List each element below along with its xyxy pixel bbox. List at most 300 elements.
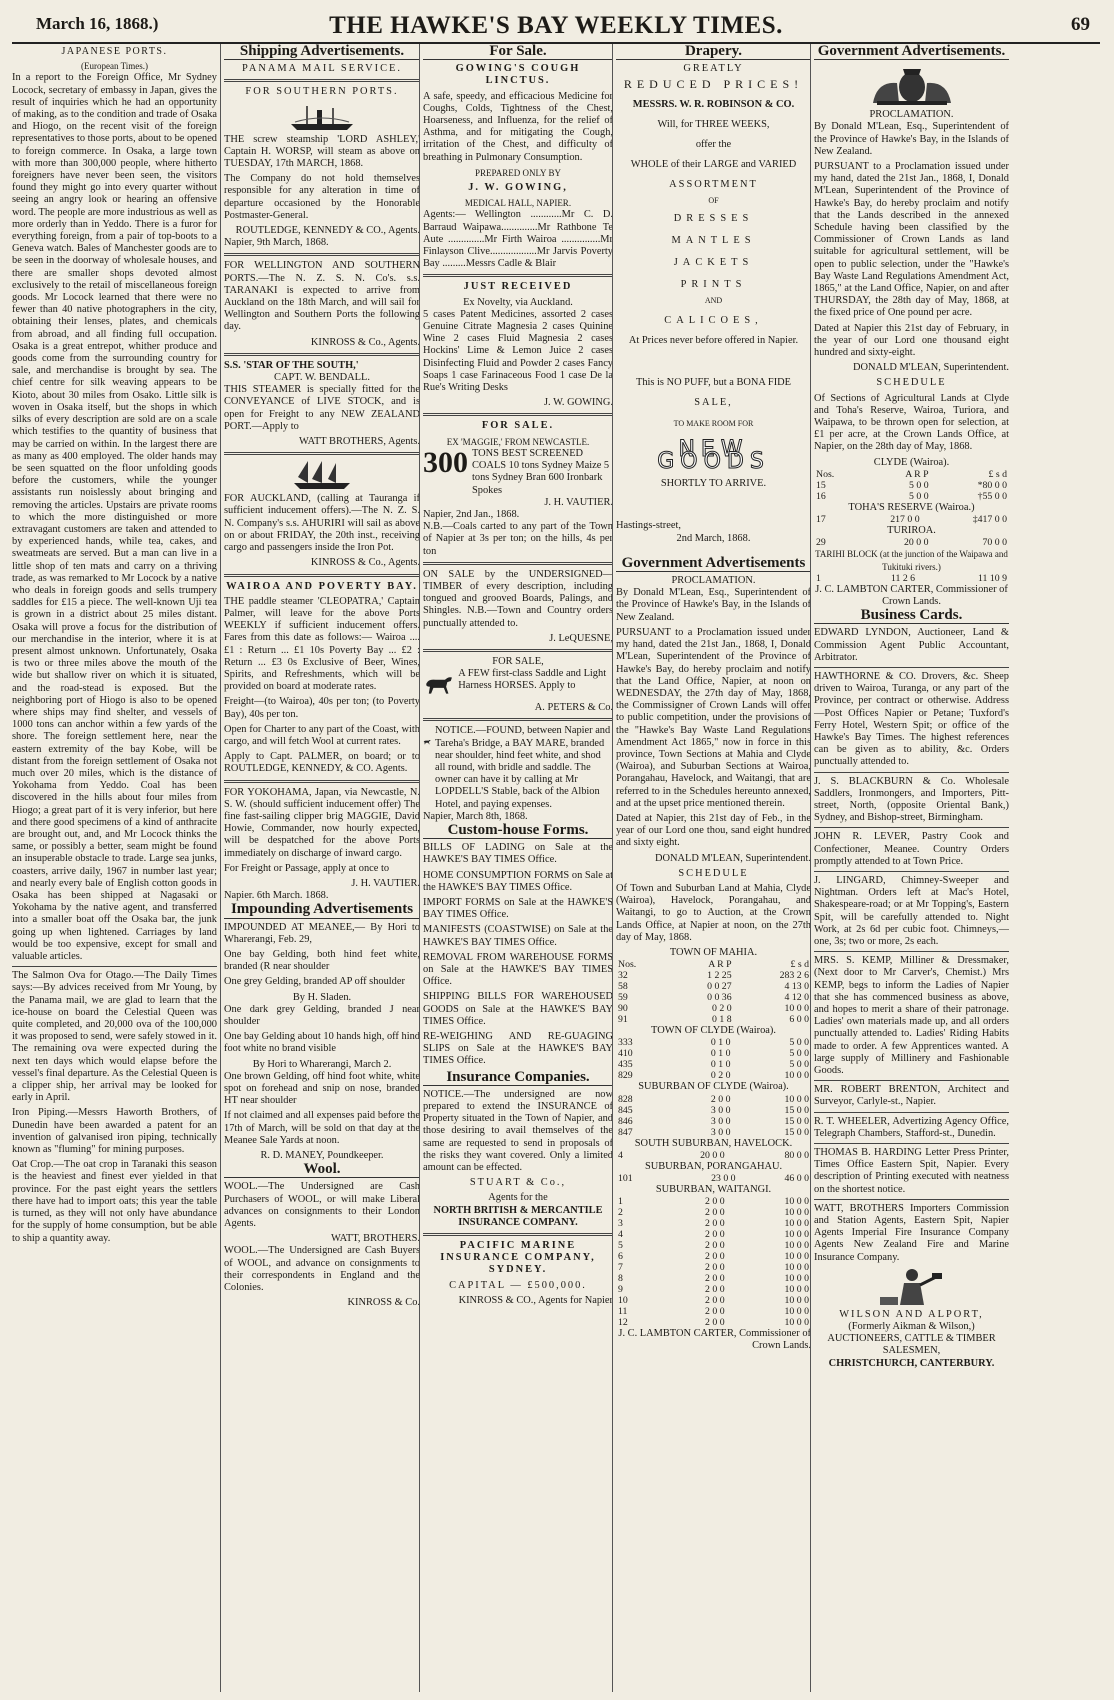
ad-date: 2nd March, 1868. [676, 532, 751, 544]
table-cell: 0 2 0 [710, 1070, 731, 1082]
schedule-title: SCHEDULE [876, 377, 947, 389]
table-cell: 10 0 0 [784, 1207, 809, 1219]
table-cell: 10 0 0 [784, 1262, 809, 1274]
ad-text: GREATLY [683, 63, 744, 75]
table-cell: 10 0 0 [784, 1295, 809, 1307]
table-cell: 2 [618, 1207, 623, 1219]
table-cell: 2 0 0 [705, 1229, 725, 1241]
table-cell: 2 0 0 [705, 1218, 725, 1230]
ad-company: PACIFIC MARINE INSURANCE COMPANY, SYDNEY. [440, 1240, 596, 1276]
column-drapery [612, 44, 811, 1692]
table-header: Nos. [618, 959, 637, 971]
business-card-title: WILSON AND ALPORT, [839, 1308, 984, 1320]
table-header: Nos. [816, 468, 835, 480]
item-prints: PRINTS [680, 279, 747, 291]
ad-signature: WATT BROTHERS, Agents. [298, 436, 420, 448]
table-row [616, 1317, 811, 1328]
ad-found-mare [423, 725, 613, 810]
ad-text: The Company do not hold themselves responsible for any alteration in time of departure occasioned by the Honorable Postmaster-General. [224, 173, 420, 221]
table-row [616, 1262, 811, 1273]
article-body: In a report to the Foreign Office, Mr Sydney Locock, secretary of embassy in Japan, gives the result of inquiries which he had an opportunity of making, as to the condition and trade of Osaka and Hiogo, on the recent visit of the foreign representatives to those ports, about to be opened to foreign commerce. In Osaka, a large town with more than 300,000 people, where hitherto foreigners have never been seen, the visitors found they might go into every quarter without seeing an angry look or hearing an offensive word. The people are more industrious as well as more orderly than in Yeddo. There is a furor for everything foreign, from a pair of top-boots to a Geneva watch. Bales of Manchester goods are to be seen in the doorway of wholesale houses, and there are smaller shops devoted almost exclusively to the retail of miscellaneous foreign goods. Mr Locock learned that there were no fewer than 40 native photographers in the city, obtaining their lenses, plates, and chemicals from abroad, and all finding full occupation. Osaka is a great entrepot, whither produce and goods come from the surrounding country for sale, and merchandise is brought by sea. The chief centre for silk weaving appears to be Kioto, about 30 miles from Osako. Little silk is woven in Osaka itself, but the shops in which silks of every description are sold are on a scale which testifies to the quantity of business that may be carried on within. In the largest there are as many as 400 employed. The older hands may be seen squatted on the floor unfolding goods before the customers, while the younger assistants run noislessly about bringing and removing the articles. Upstairs are private rooms to which the more distinguished or more extravagant customers are taken and attended to by experienced hands, while tea, cakes, and sweatmeats are served. But a man can live in a little shop of ten mats and carry on a thriving trade, as was remarked to Mr Locock by a native who deals in foreign goods and sells trumpery saddles for £15 a piece. The well-known Uji tea is grown in a district about 25 miles distant. Osaka will prove a focus for the distribution of our merchandise in the interior, where it is at present almost unknown. Unfortunately, Osaka is two or three miles above the mouth of the wide but shallow river on which it is situated, and the road-stead is exposed. But the neighboring port of Hiogo is also to be opened where ships may find shelter, and vessels of 1000 tons can anchor within a few yards of the shore. The foreign settlement here, near the eastern extremity of the bay Kobe, will be distant from the foreign settlement of Osaka not much over 20 miles, which is the distance of Yokohama from Yeddo. Coal has been discovered in the hills about four miles from Hiogo; a great part of it is very inferior, but here and there good specimens of a kind of anthracite are brought out, and, and Mr Locock thinks the same, or possibly a better, seam might be found an insuperable obstacle to trade. Large sea junks, coasters, arrive daily, 1967 in number last year; and nearly every bale of English cotton goods in Osaka has been shipped at Nagasaki or Yokohama by the native agent, and transferred into a smaller boat off the Osaka bar, the junk going up when lightened. Carriages by land would be too expensive, except for small and valuable articles. [12, 72, 217, 963]
ad-heading: GOWING'S COUGH LINCTUS. [455, 63, 581, 87]
ad-gowing: A safe, speedy, and efficacious Medicine for Coughs, Colds, Tightness of the Chest, Hoarseness, and Influenza, for the relief of Asthma, and for mitigating the Cough, irritation of the Chest, and difficulty of breathing in Pulmonary Consumption. [423, 90, 613, 163]
ad-text: Open for Charter to any part of the Coast, with cargo, and will fetch Wool at current rates. [224, 723, 420, 747]
form-listing: BILLS OF LADING on Sale at the HAWKE'S BAY TIMES Office. [423, 842, 613, 866]
table-cell: 846 [618, 1115, 633, 1127]
sailing-ship-icon [290, 459, 354, 491]
proclamation-body: PURSUANT to a Proclamation issued under my hand, dated the 21st Jan., 1868, I, Donald M'Lean, Superintendent of the Province of Hawke's Bay, do hereby proclaim and notify that the Lands described in the annexed Schedule having been classified by the Commissioner of Crown Lands as land suitable for agricultural settlement, will be open to public selection, under the "Hawke's Bay Waste Land Regulations Amendment Act, 1865," at the Land Office, Napier, on and after THURSDAY, the 28th day of May, 1868, at the fixed price of One pound per acre. [814, 161, 1009, 319]
divider [423, 718, 613, 721]
table-cell: 10 0 0 [784, 1196, 809, 1208]
table-row [616, 1105, 811, 1116]
ad-heading: S.S. 'STAR OF THE SOUTH,' [224, 359, 359, 371]
ad-heading: PANAMA MAIL SERVICE. [242, 63, 402, 75]
table-cell: *80 0 0 [977, 479, 1007, 491]
table-row [616, 1251, 811, 1262]
form-listing: REMOVAL FROM WAREHOUSE FORMS on Sale at the HAWKE'S BAY TIMES Office. [423, 951, 613, 988]
business-card: R. T. WHEELER, Advertizing Agency Office, Telegraph Chambers, Stafford-st., Dunedin. [814, 1115, 1009, 1139]
schedule-text: Of Town and Suburban Land at Mahia, Clyde (Wairoa), Havelock, Porangahau, and Waitangi, to go to Auction, at the Crown Lands Office, at Napier at noon, on the 27th day of May, 1868. [616, 882, 811, 943]
divider [814, 871, 1009, 872]
table-row [616, 1070, 811, 1081]
column-news [12, 44, 217, 1692]
ad-signature: DONALD M'LEAN, Superintendent. [853, 362, 1009, 374]
table-cell: 4 12 0 [784, 992, 809, 1004]
table-row [616, 1284, 811, 1295]
table-cell: 10 0 0 [784, 1093, 809, 1105]
auctioneer-illustration-icon [872, 1267, 952, 1307]
table-cell: 9 [618, 1284, 623, 1296]
news-paragraph-salmon: The Salmon Ova for Otago.—The Daily Times says:—By advices received from Mr Young, by the Panama mail, we are glad to learn that the ice-house on board the Celestial Queen was quite completed, and 20,000 ova of the 100,000 it was proposed to send, were safely stowed in it. The remaining ova were expected during the next ten days which would elapse before the vessel's final departure. As the Celestial Queen is a clipper ship, her arrival may be looked for early in April. [12, 970, 217, 1104]
table-cell: 15 0 0 [784, 1126, 809, 1138]
ad-horses [423, 668, 613, 702]
table-cell: 2 0 0 [705, 1196, 725, 1208]
table-cell: 2 0 0 [705, 1273, 725, 1285]
table-row [616, 1048, 811, 1059]
schedule-subhead: SUBURBAN, PORANGAHAU. [644, 1160, 783, 1172]
ad-date: Napier. 6th March. 1868. [224, 890, 329, 902]
divider [814, 1080, 1009, 1081]
divider [224, 574, 420, 577]
item-mantles: MANTLES [671, 235, 756, 247]
divider [224, 253, 420, 256]
masthead [12, 12, 1100, 44]
table-cell: 12 [618, 1317, 628, 1329]
table-cell: 8 [618, 1273, 623, 1285]
divider [814, 1112, 1009, 1113]
table-cell: 3 0 0 [710, 1104, 731, 1116]
table-row [616, 1218, 811, 1229]
table-cell: 15 0 0 [784, 1104, 809, 1116]
item-jackets: JACKETS [673, 257, 754, 269]
table-cell: 5 0 0 [789, 1048, 809, 1060]
table-cell: 58 [618, 981, 628, 993]
table-cell: 17 [816, 514, 826, 526]
table-cell: 4 [618, 1149, 623, 1161]
form-listing: HOME CONSUMPTION FORMS on Sale at the HAWKE'S BAY TIMES Office. [423, 869, 613, 893]
table-cell: 217 0 0 [890, 514, 920, 526]
ad-coals [423, 445, 613, 497]
table-row [616, 1173, 811, 1184]
table-cell: 46 0 0 [784, 1172, 809, 1184]
ad-heading: WAIROA AND POVERTY BAY. [226, 580, 418, 592]
ad-text: SHORTLY TO ARRIVE. [660, 478, 767, 490]
table-cell: 2 0 0 [705, 1306, 725, 1318]
table-cell: 4 13 0 [784, 981, 809, 993]
schedule-table [814, 514, 1009, 525]
table-cell: 2 0 0 [705, 1240, 725, 1252]
table-row [616, 1295, 811, 1306]
page-number: 69 [1071, 14, 1090, 35]
news-paragraph-iron: Iron Piping.—Messrs Haworth Brothers, of Dunedin have been awarded a patent for an invention of galvanised iron piping, technically known as "fluming" for mining purposes. [12, 1107, 217, 1156]
ad-text: EX 'MAGGIE,' FROM NEWCASTLE. [446, 436, 590, 447]
ad-capital: CAPITAL — £500,000. [449, 1279, 587, 1291]
ad-text: By Hori to Wharerangi, March 2. [252, 1058, 392, 1070]
schedule-subhead: SUBURBAN OF CLYDE (Wairoa). [638, 1081, 789, 1093]
ad-company: NORTH BRITISH & MERCANTILE INSURANCE COMPANY. [433, 1204, 603, 1228]
proclamation-body: PURSUANT to a Proclamation issued under my hand, dated the 21st Jan., 1868, I, Donald M'Lean, Superintendent of the Province of Hawke's Bay, do hereby proclaim and notify that the Land Office, Napier, at noon on WEDNESDAY, the 27th day of May, 1868, the Commissigner of Crown Lands will offer to public competition, under the provisions of the "Hawke's Bay Waste Land Regulations Amendment Act 1865," now in force in this province, Town Sections at Mahia and Clyde (Wairoa), and Suburban Sections at Wairoa, Porangahau, Havelock, and Waitangi, that are referred to in the Schedules hereunto annexed, and at the upset price mentioned therein. [616, 626, 811, 809]
ad-text: TO MAKE ROOM FOR [673, 418, 754, 428]
horse-icon [423, 668, 454, 702]
table-cell: 1 [816, 572, 821, 584]
schedule-table [616, 1173, 811, 1184]
proclamation-dated: Dated at Napier, this 21st day of Feb., in the year of our Lord one thou, sand eight hundred and sixty eight. [616, 812, 811, 849]
ad-signature: KINROSS & CO., Agents for Napier [458, 1294, 613, 1306]
business-card: MR. ROBERT BRENTON, Architect and Surveyor, Carlyle-st., Napier. [814, 1084, 1009, 1108]
divider [814, 667, 1009, 668]
ad-heading: FOR SALE. [481, 420, 555, 432]
ad-text: For Freight or Passage, apply at once to [224, 862, 390, 874]
schedule-table [616, 1037, 811, 1081]
table-row [616, 981, 811, 992]
ad-text: One bay Gelding about 10 hands high, off hind foot white no brand visible [224, 1031, 420, 1055]
table-cell: 10 0 0 [784, 1070, 809, 1082]
business-card-text: AUCTIONEERS, CATTLE & TIMBER SALESMEN, [827, 1333, 996, 1357]
ad-signature: A. PETERS & Co. [534, 702, 613, 714]
table-row [616, 1003, 811, 1014]
divider [423, 649, 613, 652]
schedule-table [616, 1150, 811, 1161]
schedule-table [616, 1196, 811, 1328]
ad-text: ASSORTMENT [669, 179, 758, 191]
table-row [616, 1306, 811, 1317]
business-card-subtitle: (Formerly Aikman & Wilson,) [848, 1321, 975, 1333]
ad-text: If not claimed and all expenses paid before the 17th of March, will be sold on that day at the Meanee Sale Yards at noon. [224, 1110, 420, 1146]
table-cell: 3 [618, 1218, 623, 1230]
table-row [616, 1273, 811, 1284]
table-header: A R P [905, 468, 929, 480]
ad-signature: J. C. LAMBTON CARTER, Commissioner of Crown Lands. [618, 1328, 811, 1352]
ad-heading: JUST RECEIVED [463, 281, 573, 293]
ad-signature: DONALD M'LEAN, Superintendent. [655, 852, 811, 864]
table-cell: 435 [618, 1059, 633, 1071]
form-listing: MANIFESTS (COASTWISE) on Sale at the HAWKE'S BAY TIMES Office. [423, 924, 613, 948]
section-header-government: Government Advertisements [616, 557, 811, 572]
section-header-drapery: Drapery. [616, 45, 811, 60]
section-header-insurance: Insurance Companies. [423, 1071, 613, 1086]
schedule-subhead: TARIHI BLOCK (at the junction of the Waipawa and Tukituki rivers.) [815, 549, 1008, 572]
table-cell: 5 [618, 1240, 623, 1252]
divider [224, 353, 420, 356]
table-header: £ s d [790, 959, 809, 971]
table-cell: 828 [618, 1093, 633, 1105]
business-card: EDWARD LYNDON, Auctioneer, Land & Commission Agent Public Accountant, Arbitrator. [814, 627, 1009, 663]
ad-text: Agents for the [488, 1192, 548, 1204]
issue-date: March 16, 1868.) [36, 14, 159, 33]
table-cell: 20 0 0 [700, 1149, 725, 1161]
ad-text: WHOLE of their LARGE and VARIED [630, 159, 797, 171]
table-row [814, 480, 1009, 491]
table-cell: 91 [618, 1014, 628, 1026]
divider [423, 562, 613, 565]
divider [814, 827, 1009, 828]
divider [423, 1233, 613, 1236]
table-cell: 10 0 0 [784, 1218, 809, 1230]
table-row [616, 1196, 811, 1207]
table-cell: 2 0 0 [705, 1284, 725, 1296]
table-row [616, 992, 811, 1003]
item-dresses: DRESSES [673, 212, 754, 224]
schedule-subhead: SOUTH SUBURBAN, HAVELOCK. [634, 1137, 793, 1149]
ad-signature: J. H. VAUTIER. [544, 496, 613, 508]
business-card: JOHN R. LEVER, Pastry Cook and Confectioner, Meanee. Country Orders promptly attended to at Town Price. [814, 831, 1009, 867]
ad-address: Hastings-street, [616, 520, 681, 532]
ad-name: J. W. GOWING, [468, 182, 568, 194]
ad-text: N.B.—Coals carted to any part of the Town of Napier at 3s per ton; on the hills, 4s per ton [423, 521, 613, 557]
table-row [616, 1116, 811, 1127]
table-cell: 0 1 0 [710, 1048, 731, 1060]
article-title: JAPANESE PORTS. [61, 46, 168, 57]
form-listing: SHIPPING BILLS FOR WAREHOUSED GOODS on Sale at the HAWKE'S BAY TIMES Office. [423, 991, 613, 1027]
ad-signature: J. C. LAMBTON CARTER, Commissioner of Crown Lands. [815, 583, 1008, 607]
ad-star-south: THIS STEAMER is specially fitted for the CONVEYANCE of LIVE STOCK, and is open for Freight to any NEW ZEALAND PORT.—Apply to [224, 384, 420, 432]
table-row [616, 1014, 811, 1025]
ad-text: One bay Gelding, both hind feet white, branded (R near shoulder [224, 948, 420, 973]
schedule-table [616, 959, 811, 1025]
table-cell: 0 2 0 [712, 1003, 732, 1015]
table-cell: †55 0 0 [977, 490, 1007, 502]
ad-signature: KINROSS & Co., Agents. [310, 336, 420, 348]
table-cell: 10 0 0 [784, 1240, 809, 1252]
table-cell: 32 [618, 970, 628, 982]
news-paragraph-oats: Oat Crop.—The oat crop in Taranaki this season is the heaviest and finest ever yielded in that province. For the past eight years the settlers there have had to import oats; this year the table is turned, as they will not only have abundance for the supply of home consumption, but be able to ship a quantity away. [12, 1159, 217, 1244]
table-row [616, 1229, 811, 1240]
table-cell: 23 0 0 [711, 1172, 736, 1184]
table-cell: 3 0 0 [710, 1115, 731, 1127]
proclamation-by: By Donald M'Lean, Esq., Superintendent of the Province of Hawke's Bay, in the Islands of New Zealand. [616, 587, 811, 623]
item-calicoes: CALICOES, [664, 314, 763, 326]
schedule-table [814, 537, 1009, 548]
table-cell: 5 0 0 [909, 490, 929, 502]
table-cell: 101 [618, 1172, 633, 1184]
divider [224, 452, 420, 455]
schedule-subhead: CLYDE (Wairoa). [873, 456, 950, 468]
ad-signature: KINROSS & Co., Agents. [310, 557, 420, 569]
table-cell: 1 2 25 [707, 970, 732, 982]
proclamation-by: By Donald M'Lean, Esq., Superintendent of the Province of Hawke's Bay, in the Islands of New Zealand. [814, 121, 1009, 157]
table-header: A R P [708, 959, 732, 971]
table-row [616, 1127, 811, 1138]
table-cell: 10 [618, 1295, 628, 1307]
ad-date: Napier, 9th March, 1868. [224, 237, 329, 249]
ad-text: At Prices never before offered in Napier. [628, 335, 799, 347]
table-cell: 829 [618, 1070, 633, 1082]
table-cell: 1 [618, 1196, 623, 1208]
column-shipping [220, 44, 420, 1692]
table-row [616, 1207, 811, 1218]
ad-text: NOTICE.—FOUND, between Napier and Tareha's Bridge, a BAY MARE, branded near shoulder, hind feet white, and shod all round, with bridle and saddle. The owner can have it by calling at Mr LOPDELL'S Stable, back of the Albion Hotel, and paying expenses. [435, 725, 611, 810]
table-cell: 10 0 0 [784, 1306, 809, 1318]
table-row [616, 1094, 811, 1105]
ad-timber: ON SALE by the UNDERSIGNED— TIMBER of every description, including tongued and grooved Boards, Palings, and Shingles. N.B.—Town and Country orders punctually attended to. [423, 568, 613, 629]
table-header: £ s d [988, 468, 1007, 480]
ad-text: IMPOUNDED AT MEANEE,— By Hori to Wharerangi, Feb. 29, [224, 921, 420, 945]
table-cell: 5 0 0 [789, 1059, 809, 1071]
ad-cases: 5 cases Patent Medicines, assorted 2 cases Genuine Citrate Magnesia 2 cases Quinine Wine 2 cases Fluid Magnesia 2 cases Hockins' Lime & Lemon Juice 2 cases Disinfecting Fluid and Powder 2 cases Fancy Soaps 1 case Farinaceous Food 1 case De la Rue's Writing Desks [423, 308, 613, 394]
ad-signature: J. H. VAUTIER. [351, 877, 420, 889]
schedule-table [814, 573, 1009, 584]
section-header-custom-house: Custom-house Forms. [423, 824, 613, 839]
table-cell: 0 0 27 [707, 981, 732, 993]
ad-name: MESSRS. W. R. ROBINSON & CO. [632, 98, 795, 110]
business-card: J. LINGARD, Chimney-Sweeper and Nightman. Orders left at Mac's Hotel, Shakespeare-road; or at Mr Topping's, Eastern Spit, will be carefully attended to. Night Work, at 2s 6d per cubic foot. Chimneys,—one, 3s; two or more, 2s each. [814, 874, 1009, 947]
table-cell: 15 [816, 479, 826, 491]
table-cell: 4 [618, 1229, 623, 1241]
table-cell: 283 2 6 [779, 970, 809, 982]
ad-heading: REDUCED PRICES! [623, 77, 804, 92]
proclamation-dated: Dated at Napier this 21st day of February, in the year of our Lord one thousand eight hundred and sixty-eight. [814, 322, 1009, 359]
table-row [814, 514, 1009, 525]
table-row [616, 1037, 811, 1048]
ad-insurance-notice: NOTICE.—The undersigned are now prepared to extend the INSURANCE of Property situated in the Town of Napier, and those desiring to avail themselves of the same are requested to send in proposals of the risks they want covered. Only a limited amount can be effected. [423, 1088, 613, 1174]
business-card-location: CHRISTCHURCH, CANTERBURY. [828, 1357, 995, 1369]
table-cell: 6 0 0 [789, 1014, 809, 1026]
ad-heading: FOR SALE, [492, 655, 544, 667]
table-cell: 847 [618, 1126, 633, 1138]
ad-signature: WATT, BROTHERS. [331, 1233, 420, 1245]
table-cell: 10 0 0 [784, 1284, 809, 1296]
ad-text: A FEW first-class Saddle and Light Harness HORSES. Apply to [458, 668, 607, 692]
schedule-subhead: TURIROA. [887, 525, 936, 537]
divider [423, 413, 613, 416]
business-card: MRS. S. KEMP, Milliner & Dressmaker, (Next door to Mr Carver's, Chemist.) Mrs KEMP, begs to inform the Ladies of Napier that she has commenced business as above, and hopes to merit a share of their patronage. Ladies' own materials made up, and all orders punctually attended to. Ladies' Riding Habits made to order. A few Apprentices wanted. A large supply of Millinery and Fashionable Goods. [814, 955, 1009, 1077]
ad-signature: J. W. GOWING. [544, 397, 613, 409]
divider [12, 966, 217, 967]
table-cell: 70 0 0 [982, 537, 1007, 549]
table-cell: 15 0 0 [784, 1115, 809, 1127]
ad-text: Will, for THREE WEEKS, [657, 118, 770, 130]
steamship-icon [287, 102, 357, 132]
table-cell: 0 1 0 [710, 1037, 731, 1049]
ad-text: PREPARED ONLY BY [475, 167, 561, 178]
horse-icon [423, 725, 431, 759]
new-goods-heading: NEW GOODS [657, 436, 770, 475]
ad-text: One brown Gelding, off hind foot white, white spot on forehead and snip on nose, branded HT near shoulder [224, 1070, 420, 1107]
section-header-government: Government Advertisements. [814, 45, 1009, 60]
ad-text: Freight—(to Wairoa), 40s per ton; (to Poverty Bay), 40s per ton. [224, 696, 420, 720]
schedule-subhead: TOHA'S RESERVE (Wairoa.) [848, 501, 975, 513]
table-cell: 11 10 9 [977, 572, 1007, 584]
table-cell: 410 [618, 1048, 633, 1060]
table-cell: ‡417 0 0 [972, 514, 1007, 526]
table-cell: 11 2 6 [890, 572, 916, 584]
ad-text: Ex Novelty, via Auckland. [463, 296, 573, 308]
table-cell: 10 0 0 [784, 1003, 809, 1015]
table-cell: 10 0 0 [784, 1251, 809, 1263]
section-header-shipping: Shipping Advertisements. [224, 45, 420, 60]
ad-text: MEDICAL HALL, NAPIER. [464, 198, 572, 209]
table-cell: 29 [816, 537, 826, 549]
business-card: WATT, BROTHERS Importers Commission and Station Agents, Eastern Spit, Napier Agents Imperial Fire Insurance Company Agents New Zealand Fire and Marine Insurance Company. [814, 1202, 1009, 1263]
table-cell: 2 0 0 [705, 1262, 725, 1274]
ad-wool: WOOL.—The Undersigned are Cash Purchasers of WOOL, or will make Liberal advances on consignments to their London Agents. [224, 1181, 420, 1230]
table-cell: 7 [618, 1262, 623, 1274]
table-cell: 845 [618, 1104, 633, 1116]
divider [814, 1143, 1009, 1144]
form-listing: IMPORT FORMS on Sale at the HAWKE'S BAY TIMES Office. [423, 896, 613, 921]
ad-text: SALE, [694, 397, 733, 409]
table-row [814, 491, 1009, 502]
ad-name: STUART & Co., [469, 1177, 567, 1189]
schedule-text: Of Sections of Agricultural Lands at Clyde and Toha's Reserve, Wairoa, Turiora, and Waipawa, to be thrown open for selection, at £1 per acre, at the Crown Lands Office, at Napier, on the 28th day of May, 1868. [814, 392, 1009, 453]
ad-text: Apply to Capt. PALMER, on board; or to ROUTLEDGE, KENNEDY, & CO. Agents. [224, 751, 420, 775]
table-cell: 10 0 0 [784, 1273, 809, 1285]
column-for-sale [419, 44, 613, 1692]
table-cell: 0 0 36 [707, 992, 732, 1004]
schedule-table [616, 1094, 811, 1138]
divider [423, 274, 613, 277]
table-cell: 6 [618, 1251, 623, 1263]
divider [814, 772, 1009, 773]
ad-text: One grey Gelding, branded AP off shoulder [224, 976, 405, 988]
table-cell: 2 0 0 [705, 1207, 725, 1219]
ad-signature: J. LeQUESNE, [549, 632, 613, 644]
section-header-for-sale: For Sale. [423, 45, 613, 60]
table-cell: 2 0 0 [705, 1317, 725, 1329]
table-cell: 10 0 0 [784, 1229, 809, 1241]
form-listing: RE-WEIGHING AND RE-GUAGING SLIPS on Sale at the HAWKE'S BAY TIMES Office. [423, 1031, 613, 1067]
business-card: THOMAS B. HARDING Letter Press Printer, Times Office Eastern Spit, Napier. Every description of Printing executed with neatness on the shortest notice. [814, 1147, 1009, 1195]
schedule-table [814, 469, 1009, 502]
ad-signature: ROUTLEDGE, KENNEDY & CO., Agents. [235, 225, 420, 237]
section-header-business-cards: Business Cards. [814, 609, 1009, 624]
ad-yokohama: FOR YOKOHAMA, Japan, via Newcastle, N. S. W. (should sufficient inducement offer) The fine fast-sailing clipper brig MAGGIE, David Howie, Commander, now hourly expected, will be despatched for the above Ports immediately on discharge of inward cargo. [224, 786, 420, 859]
divider [224, 79, 420, 82]
table-cell: 2 0 0 [705, 1251, 725, 1263]
ad-signature: KINROSS & Co. [347, 1297, 420, 1309]
table-cell: 16 [816, 490, 826, 502]
royal-coat-of-arms-icon [867, 63, 957, 107]
ad-text: One dark grey Gelding, branded J near shoulder [224, 1003, 420, 1027]
table-row [814, 573, 1009, 584]
table-cell: 333 [618, 1037, 633, 1049]
business-card: HAWTHORNE & CO. Drovers, &c. Sheep driven to Wairoa, Turanga, or any part of the Province, per contract or otherwise. Address —Post Offices Napier or Petane; Tuxford's Ferry Hotel, Western Spit; or office of the Hawke's Bay Times. The highest references can be given as to ability, &c. Orders punctually attended to. [814, 670, 1009, 768]
ad-text: offer the [695, 139, 732, 151]
table-row [814, 537, 1009, 548]
proclamation-title: PROCLAMATION. [869, 109, 954, 121]
table-cell: 59 [618, 992, 628, 1004]
ad-text: This is NO PUFF, but a BONA FIDE [635, 377, 792, 389]
ad-text: By H. Sladen. [292, 991, 352, 1003]
divider [814, 951, 1009, 952]
table-cell: 0 1 8 [712, 1014, 732, 1026]
table-row [616, 1059, 811, 1070]
divider [224, 780, 420, 783]
ad-wellington: FOR WELLINGTON AND SOUTHERN PORTS.—The N. Z. S. N. Co's. s.s. TARANAKI is expected to arrive from Auckland on the 18th March, and will sail for Wellington and Southern Ports the following day. [224, 260, 420, 333]
ad-cleopatra: THE paddle steamer 'CLEOPATRA,' Captain Palmer, will leave for the above Ports WEEKLY if sufficient inducement offers. Fares from this date as follows:— Wairoa .... £1 : Return ... £1 10s Poverty Bay ... £2 : Return ... £3 0s Exclusive of Beer, Wines, Spirits, and Refreshments, which will be provided on board at moderate rates. [224, 595, 420, 693]
schedule-subhead: TOWN OF MAHIA. [669, 946, 758, 958]
business-card: J. S. BLACKBURN & Co. Wholesale Saddlers, Ironmongers, and Importers, Pitt-street, North, (opposite Oriental Bank,) Sydney, and Bishop-street, Birmingham. [814, 775, 1009, 824]
